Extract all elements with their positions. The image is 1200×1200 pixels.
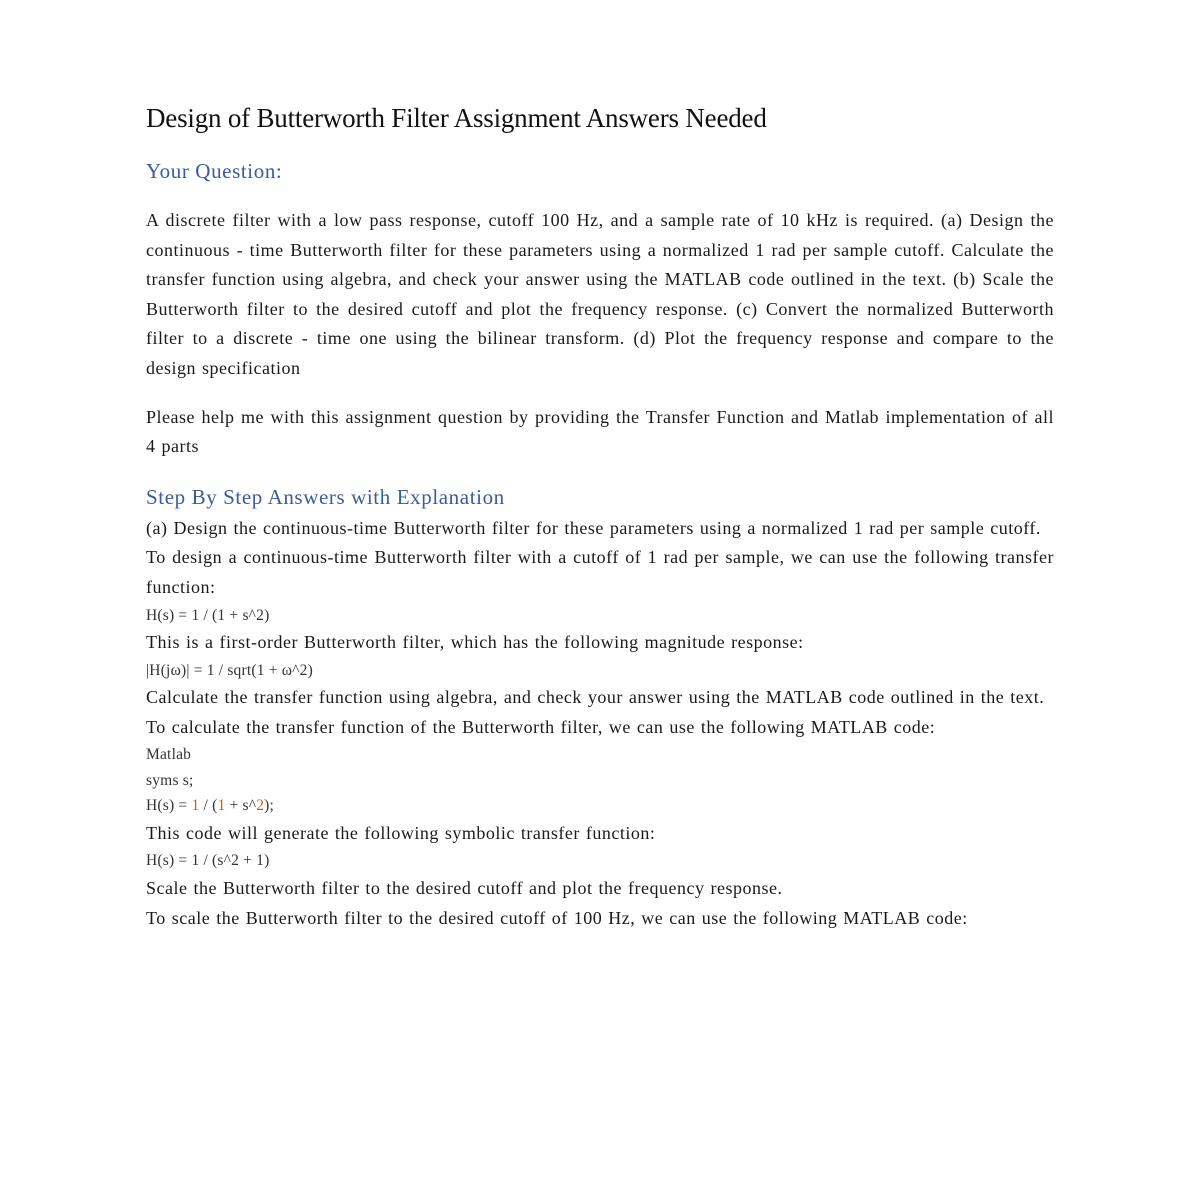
scale-title: Scale the Butterworth filter to the desired cutoff and plot the frequency response. bbox=[146, 877, 783, 898]
equation-symbolic-result: H(s) = 1 / (s^2 + 1) bbox=[146, 852, 270, 870]
code-text: / ( bbox=[199, 797, 218, 815]
answer-intro-2: This is a first-order Butterworth filter, which has the following magnitude response: bbox=[146, 632, 804, 653]
result-intro: This code will generate the following symbolic transfer function: bbox=[146, 822, 656, 843]
code-text: + s^ bbox=[225, 797, 257, 815]
scale-intro: To scale the Butterworth filter to the desired cutoff of 100 Hz, we can use the following MATLAB code: bbox=[146, 907, 968, 928]
answers-heading: Step By Step Answers with Explanation bbox=[146, 484, 505, 509]
equation-transfer-function: H(s) = 1 / (1 + s^2) bbox=[146, 606, 270, 624]
document-page bbox=[146, 98, 1054, 933]
calc-intro: To calculate the transfer function of the Butterworth filter, we can use the following MATLAB code: bbox=[146, 716, 936, 737]
calc-title: Calculate the transfer function using algebra, and check your answer using the MATLAB code outlined in the text. bbox=[146, 687, 1045, 708]
code-text: H(s) = bbox=[146, 797, 192, 815]
page-title: Design of Butterworth Filter Assignment Answers Needed bbox=[146, 103, 767, 133]
code-number: 1 bbox=[191, 797, 200, 815]
code-line-2 bbox=[146, 793, 1054, 819]
equation-magnitude-response: |H(jω)| = 1 / sqrt(1 + ω^2) bbox=[146, 661, 313, 679]
question-request-paragraph: Please help me with this assignment question by providing the Transfer Function and Matlab implementation of all 4 parts bbox=[146, 406, 1054, 457]
code-number: 2 bbox=[256, 797, 265, 815]
question-paragraph: A discrete filter with a low pass response, cutoff 100 Hz, and a sample rate of 10 kHz is required. (a) Design the continuous - time Butterworth filter for these parameters using a normalized 1 rad per sample cutoff. Calculate the transfer function using algebra, and check your answer using the MATLAB code outlined in the text. (b) Scale the Butterworth filter to the desired cutoff and plot the frequency response. (c) Convert the normalized Butterworth filter to a discrete - time one using the bilinear transform. (d) Plot the frequency response and compare to the design specification bbox=[146, 210, 1054, 378]
answer-intro-1: To design a continuous-time Butterworth filter with a cutoff of 1 rad per sample, we can use the following transfer function: bbox=[146, 547, 1054, 597]
part-a-title: (a) Design the continuous-time Butterworth filter for these parameters using a normalized 1 rad per sample cutoff. bbox=[146, 517, 1041, 538]
question-heading: Your Question: bbox=[146, 159, 283, 183]
code-number: 1 bbox=[217, 797, 226, 815]
code-text: ); bbox=[264, 797, 275, 815]
code-language-label: Matlab bbox=[146, 746, 192, 764]
code-line-1: syms s; bbox=[146, 771, 194, 789]
